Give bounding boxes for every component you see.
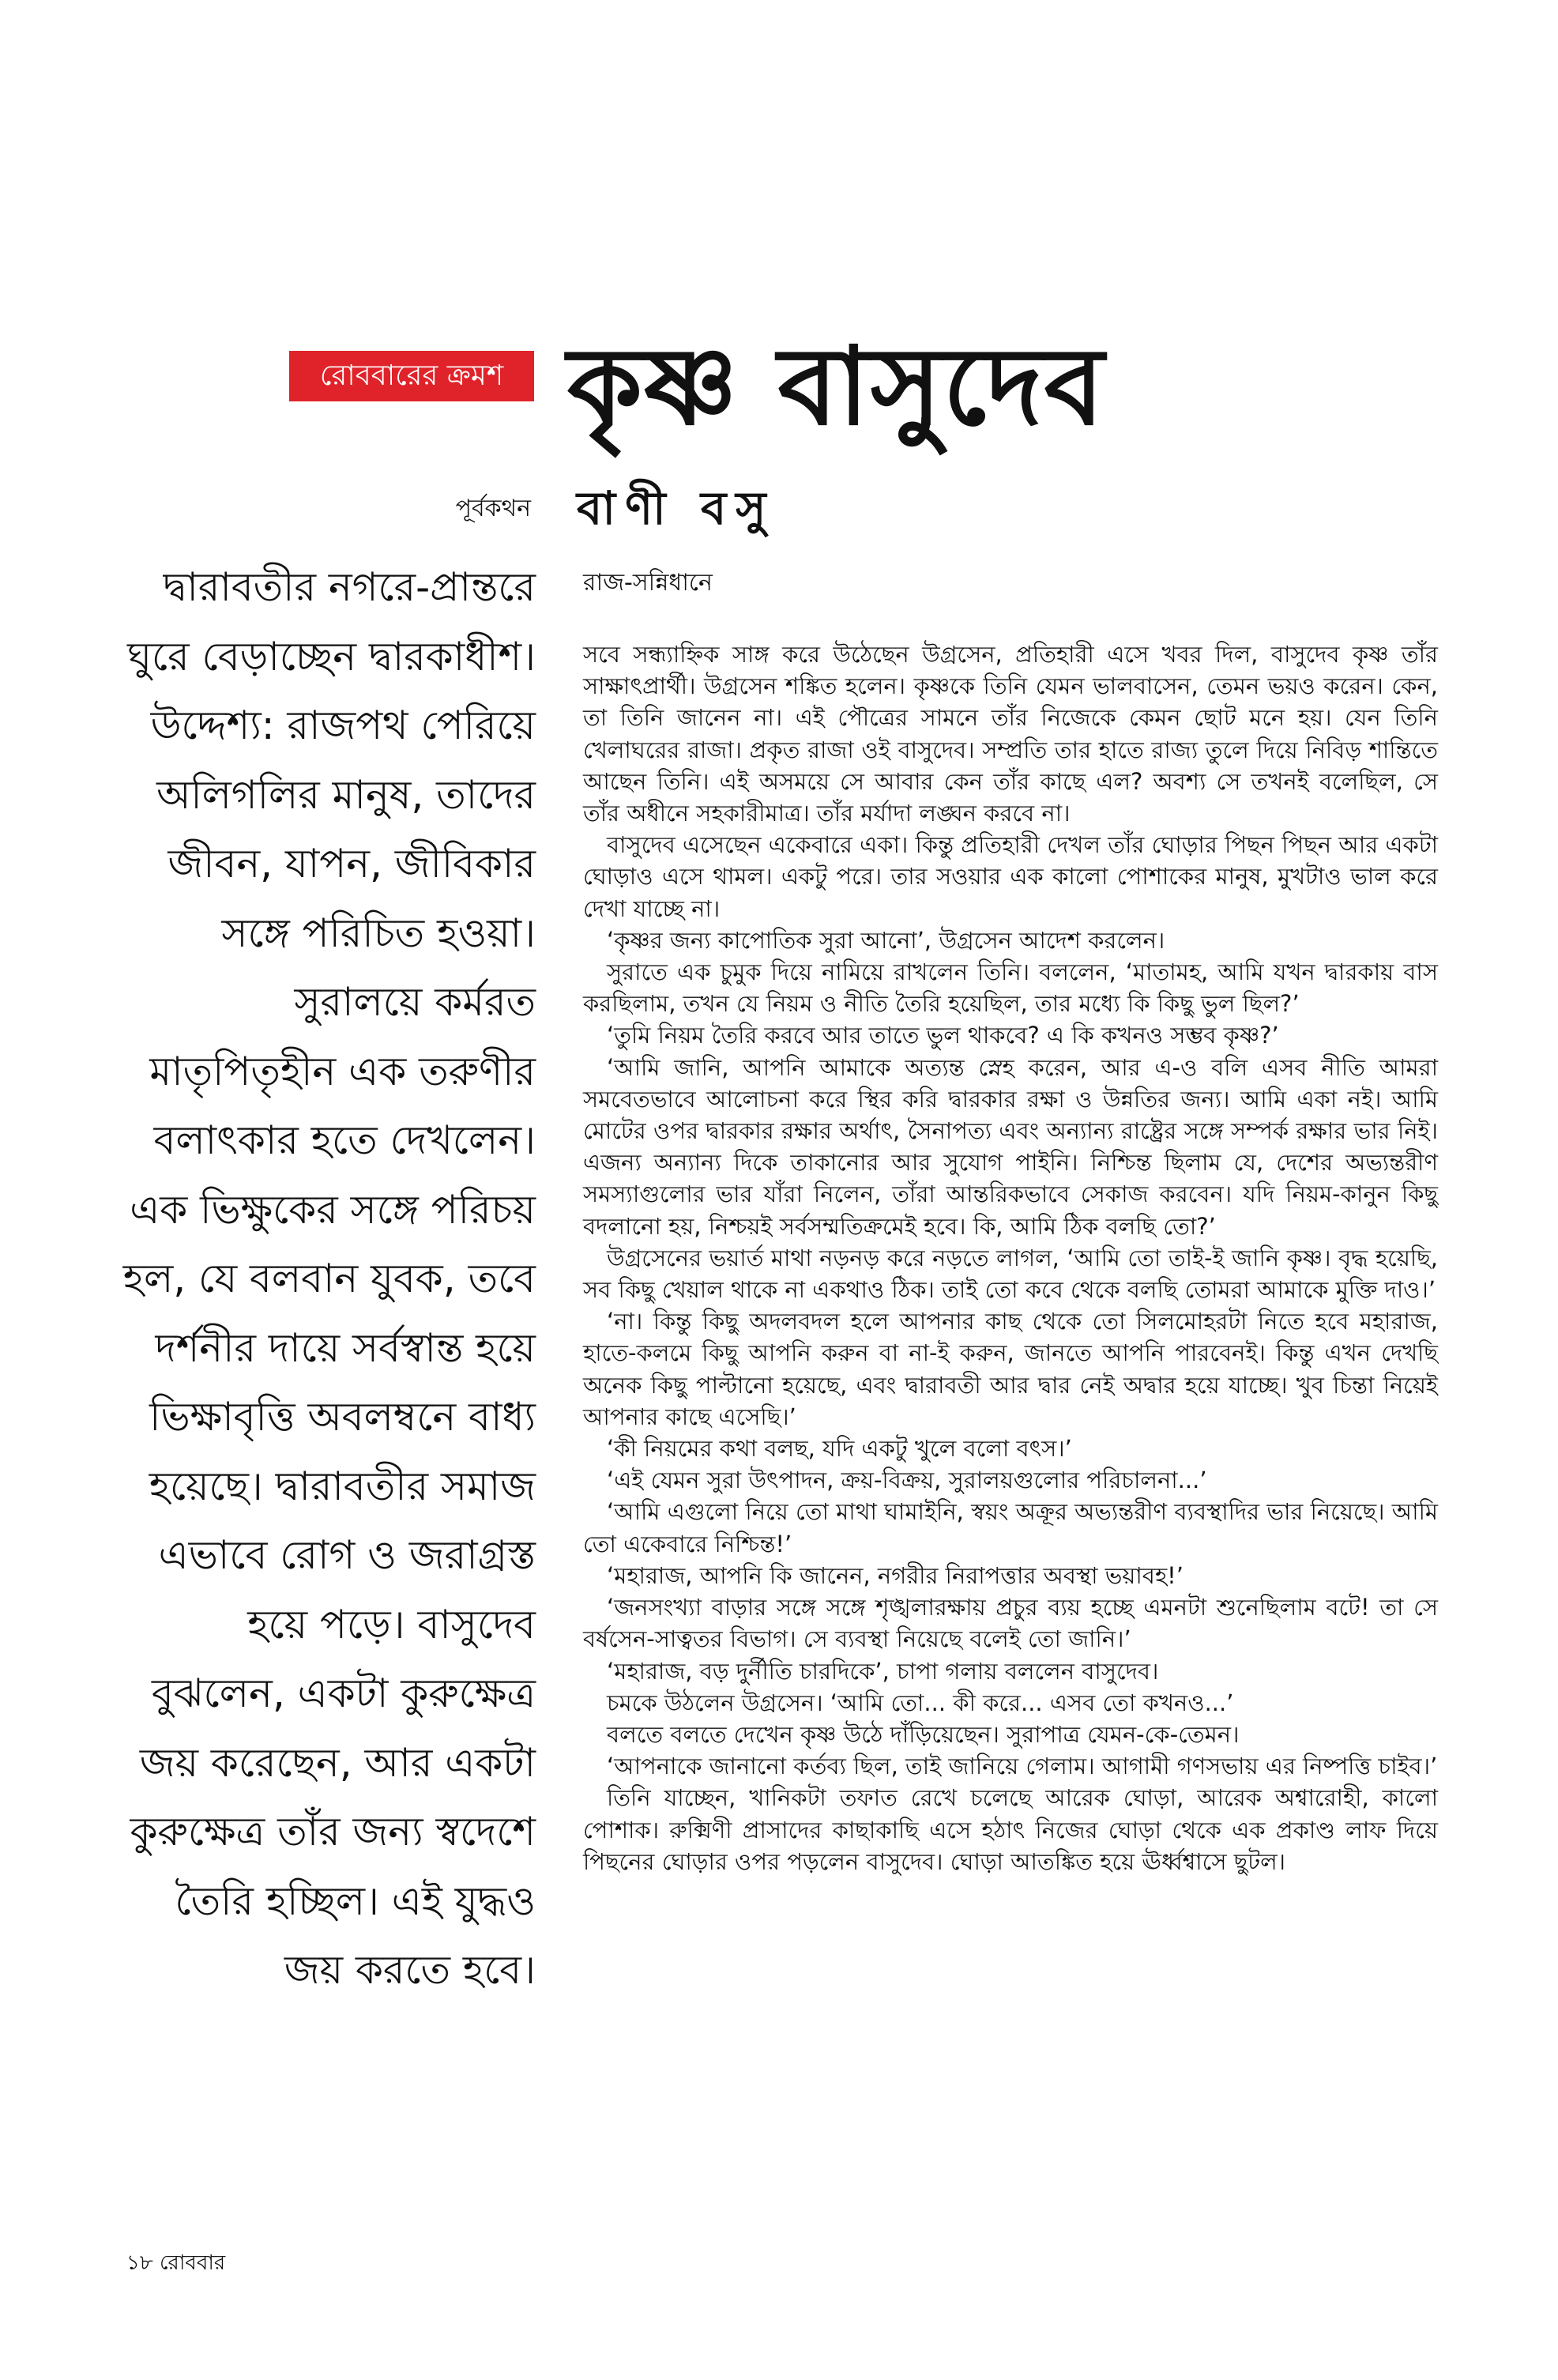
story-paragraph: ‘এই যেমন সুরা উৎপাদন, ক্রয়-বিক্রয়, সুরালয়গুলোর পরিচালনা...’: [607, 1467, 1207, 1494]
series-tag: রোববারের ক্রমশ: [289, 351, 534, 401]
recap-column: [119, 553, 536, 2005]
story-paragraph: সুরাতে এক চুমুক দিয়ে নামিয়ে রাখলেন তিনি। বললেন, ‘মাতামহ, আমি যখন দ্বারকায় বাস করছিলাম, তখন যে নিয়ম ও নীতি তৈরি হয়েছিল, তার মধ্যে কি কিছু ভুল ছিল?’: [583, 958, 1438, 1018]
story-paragraph: ‘জনসংখ্যা বাড়ার সঙ্গে সঙ্গে শৃঙ্খলারক্ষায় প্রচুর ব্যয় হচ্ছে এমনটা শুনেছিলাম বটে! তা সে বর্ষসেন-সাত্বতর বিভাগ। সে ব্যবস্থা নিয়েছে বলেই তো জানি।’: [583, 1594, 1438, 1653]
story-paragraph: ‘কৃষ্ণর জন্য কাপোতিক সুরা আনো’, উগ্রসেন আদেশ করলেন।: [607, 926, 1165, 954]
story-paragraph: ‘মহারাজ, বড় দুর্নীতি চারদিকে’, চাপা গলায় বললেন বাসুদেব।: [607, 1657, 1159, 1685]
story-paragraph: ‘মহারাজ, আপনি কি জানেন, নগরীর নিরাপত্তার অবস্থা ভয়াবহ!’: [607, 1561, 1184, 1589]
story-paragraph: ‘আমি এগুলো নিয়ে তো মাথা ঘামাইনি, স্বয়ং অক্রূর অভ্যন্তরীণ ব্যবস্থাদির ভার নিয়েছে। আমি তো একেবারে নিশ্চিন্ত!’: [583, 1498, 1438, 1557]
story-paragraph: বলতে বলতে দেখেন কৃষ্ণ উঠে দাঁড়িয়েছেন। সুরাপাত্র যেমন-কে-তেমন।: [607, 1720, 1240, 1748]
story-paragraph: ‘তুমি নিয়ম তৈরি করবে আর তাতে ভুল থাকবে? এ কি কখনও সম্ভব কৃষ্ণ?’: [607, 1022, 1279, 1049]
recap-text: দ্বারাবতীর নগরে-প্রান্তরে ঘুরে বেড়াচ্ছেন দ্বারকাধীশ। উদ্দেশ্য: রাজপথ পেরিয়ে অলিগলির মানুষ, তাদের জীবন, যাপন, জীবিকার সঙ্গে পরিচিত হওয়া। সুরালয়ে কর্মরত মাতৃপিতৃহীন এক তরুণীর বলাৎকার হতে দেখলেন। এক ভিক্ষুকের সঙ্গে পরিচয় হল, যে বলবান যুবক, তবে দর্শনীর দায়ে সর্বস্বান্ত হয়ে ভিক্ষাবৃত্তি অবলম্বনে বাধ্য হয়েছে। দ্বারাবতীর সমাজ এভাবে রোগ ও জরাগ্রস্ত হয়ে পড়ে। বাসুদেব বুঝলেন, একটা কুরুক্ষেত্র জয় করেছেন, আর একটা কুরুক্ষেত্র তাঁর জন্য স্বদেশে তৈরি হচ্ছিল। এই যুদ্ধও জয় করতে হবে।: [122, 564, 536, 1993]
story-paragraph: ‘কী নিয়মের কথা বলছ, যদি একটু খুলে বলো বৎস।’: [607, 1435, 1072, 1463]
story-paragraph: চমকে উঠলেন উগ্রসেন। ‘আমি তো... কী করে... এসব তো কখনও...’: [607, 1689, 1234, 1716]
story-body: [583, 638, 1438, 1877]
story-paragraph: ‘আপনাকে জানানো কর্তব্য ছিল, তাই জানিয়ে গেলাম। আগামী গণসভায় এর নিষ্পত্তি চাইব।’: [607, 1753, 1438, 1780]
story-paragraph: তিনি যাচ্ছেন, খানিকটা তফাত রেখে চলেছে আরেক ঘোড়া, আরেক অশ্বারোহী, কালো পোশাক। রুক্মিণী প্রাসাদের কাছাকাছি এসে হঠাৎ নিজের ঘোড়া থেকে এক প্রকাণ্ড লাফ দিয়ে পিছনের ঘোড়ার ওপর পড়লেন বাসুদেব। ঘোড়া আতঙ্কিত হয়ে ঊর্ধ্বশ্বাসে ছুটল।: [583, 1784, 1438, 1875]
section-heading: রাজ-সন্নিধানে: [583, 569, 713, 597]
story-paragraph: ‘আমি জানি, আপনি আমাকে অত্যন্ত স্নেহ করেন, আর এ-ও বলি এসব নীতি আমরা সমবেতভাবে আলোচনা করে স্থির করি দ্বারকার রক্ষা ও উন্নতির জন্য। আমি একা নই। আমি মোটের ওপর দ্বারকার রক্ষার অর্থাৎ, সৈনাপত্য এবং অন্যান্য রাষ্ট্রের সঙ্গে সম্পর্ক রক্ষার ভার নিই। এজন্য অন্যান্য দিকে তাকানোর আর সুযোগ পাইনি। নিশ্চিন্ত ছিলাম যে, দেশের অভ্যন্তরীণ সমস্যাগুলোর ভার যাঁরা নিলেন, তাঁরা আন্তরিকভাবে সেকাজ করবেন। যদি নিয়ম-কানুন কিছু বদলানো হয়, নিশ্চয়ই সর্বসম্মতিক্রমেই হবে। কি, আমি ঠিক বলছি তো?’: [583, 1053, 1438, 1240]
story-paragraph: ‘না। কিন্তু কিছু অদলবদল হলে আপনার কাছ থেকে তো সিলমোহরটা নিতে হবে মহারাজ, হাতে-কলমে কিছু আপনি করুন বা না-ই করুন, জানতে আপনি পারবেনই। কিন্তু এখন দেখছি অনেক কিছু পাল্টানো হয়েছে, এবং দ্বারাবতী আর দ্বার নেই অদ্বার হয়ে যাচ্ছে। খুব চিন্তা নিয়েই আপনার কাছে এসেছি।’: [583, 1308, 1438, 1430]
story-paragraph: উগ্রসেনের ভয়ার্ত মাথা নড়নড় করে নড়তে লাগল, ‘আমি তো তাই-ই জানি কৃষ্ণ। বৃদ্ধ হয়েছি, সব কিছু খেয়াল থাকে না একথাও ঠিক। তাই তো কবে থেকে বলছি তোমরা আমাকে মুক্তি দাও।’: [583, 1244, 1438, 1304]
page-title: কৃষ্ণ বাসুদেব: [567, 325, 1106, 450]
story-paragraph: বাসুদেব এসেছেন একেবারে একা। কিন্তু প্রতিহারী দেখল তাঁর ঘোড়ার পিছন পিছন আর একটা ঘোড়াও এসে থামল। একটু পরে। তার সওয়ার এক কালো পোশাকের মানুষ, মুখটাও ভাল করে দেখা যাচ্ছে না।: [583, 831, 1438, 922]
story-paragraph: সবে সন্ধ্যাহ্নিক সাঙ্গ করে উঠেছেন উগ্রসেন, প্রতিহারী এসে খবর দিল, বাসুদেব কৃষ্ণ তাঁর সাক্ষাৎপ্রার্থী। উগ্রসেন শঙ্কিত হলেন। কৃষ্ণকে তিনি যেমন ভালবাসেন, তেমন ভয়ও করেন। কেন, তা তিনি জানেন না। এই পৌত্রের সামনে তাঁর নিজেকে কেমন ছোট মনে হয়। যেন তিনি খেলাঘরের রাজা। প্রকৃত রাজা ওই বাসুদেব। সম্প্রতি তার হাতে রাজ্য তুলে দিয়ে নিবিড় শান্তিতে আছেন তিনি। এই অসময়ে সে আবার কেন তাঁর কাছে এল? অবশ্য সে তখনই বলেছিল, সে তাঁর অধীনে সহকারীমাত্র। তাঁর মর্যাদা লঙ্ঘন করবে না।: [583, 641, 1438, 827]
page-folio: ১৮ রোববার: [126, 2251, 226, 2275]
recap-label: পূর্বকথন: [455, 495, 531, 522]
author-byline: বাণী বসু: [577, 481, 776, 535]
